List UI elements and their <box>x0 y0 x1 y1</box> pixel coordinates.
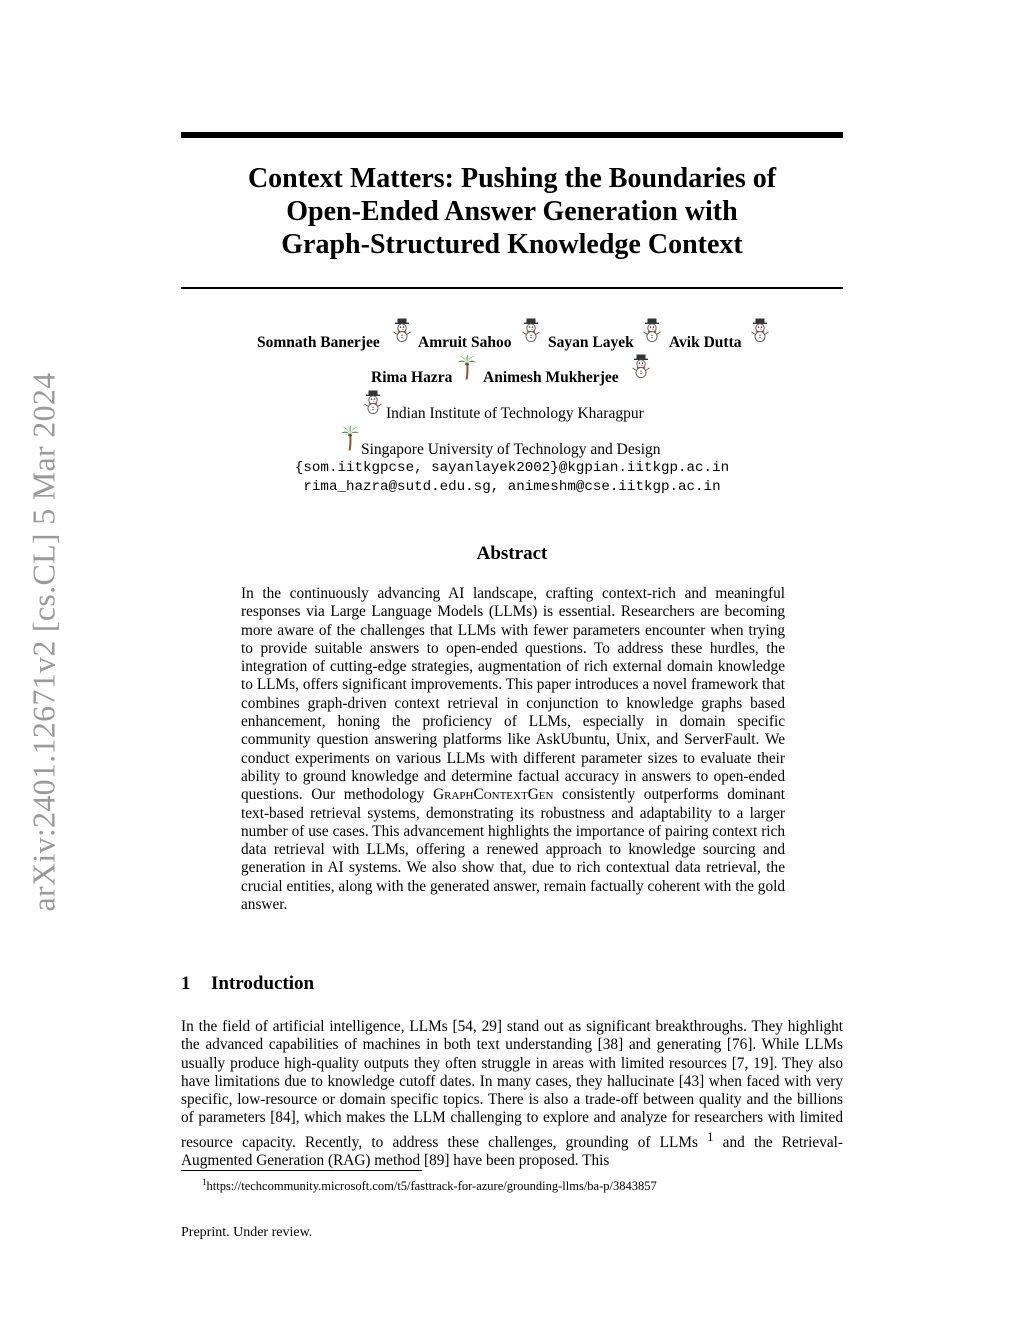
author-name: Sayan Layek <box>548 334 634 351</box>
preprint-notice: Preprint. Under review. <box>181 1225 313 1240</box>
section-heading <box>181 973 314 995</box>
palm-tree-icon <box>457 354 477 380</box>
abstract-text: consistently outperforms dominant text-based retrieval systems, demonstrating its robustness and adaptability to a larger number of use cases. This advancement highlights the importance of pairing context rich data retrieval with LLMs, offering a renewed approach to knowledge sourcing and generation in AI systems. We also show that, due to rich contextual data retrieval, the crucial entities, along with the generated answer, remain factually coherent with the gold answer. <box>241 786 785 914</box>
snowman-icon <box>631 354 651 378</box>
title-line: Open-Ended Answer Generation with <box>286 196 738 227</box>
footnote-mark: 1 <box>202 1177 207 1187</box>
section-number: 1 <box>181 973 191 994</box>
snowman-icon <box>363 390 383 414</box>
arxiv-side-identifier <box>0 0 70 1325</box>
snowman-icon <box>392 318 412 342</box>
intro-text: In the field of artificial intelligence, LLMs [54, 29] stand out as significant breakthroughs. They highlight the advanced capabilities of machines in both text understanding [38] and generating [76]. While LLMs usually produce high-quality outputs they often struggle in areas with limited resources [7, 19]. They also have limitations due to knowledge cutoff dates. In many cases, they hallucinate [43] when faced with very specific, low-resource or domain specific topics. There is also a trade-off between quality and the billions of parameters [84], which makes the LLM challenging to explore and analyze for researchers with limited resource capacity. Recently, to address these challenges, grounding of LLMs <box>181 1018 843 1151</box>
author-name: Somnath Banerjee <box>257 334 380 351</box>
snowman-icon <box>642 318 662 342</box>
email-line: rima_hazra@sutd.edu.sg, animeshm@cse.iitkgp.ac.in <box>303 479 721 495</box>
author-name: Avik Dutta <box>669 334 742 351</box>
affiliation-iit-kharagpur: Indian Institute of Technology Kharagpur <box>386 405 644 422</box>
title-top-rule <box>181 132 843 138</box>
intro-text: and the Retrieval-Augmented Generation (RAG) method [89] have been proposed. This <box>181 1133 843 1170</box>
author-name: Animesh Mukherjee <box>483 369 619 386</box>
snowman-icon <box>750 318 770 342</box>
footnote-rule <box>181 1170 422 1171</box>
title-line: Context Matters: Pushing the Boundaries of <box>247 163 777 194</box>
method-name: GraphContextGen <box>433 786 554 804</box>
snowman-icon <box>521 318 541 342</box>
intro-body <box>181 1018 843 1170</box>
title-line: Graph-Structured Knowledge Context <box>281 229 743 260</box>
footnote <box>202 1177 657 1194</box>
abstract-text: In the continuously advancing AI landscape, crafting context-rich and meaningful responses via Large Language Models (LLMs) is essential. Researchers are becoming more aware of the challenges that LLMs with fewer parameters encounter when trying to provide suitable answers to open-ended questions. To address these hurdles, the integration of cutting-edge strategies, augmentation of rich external domain knowledge to LLMs, offers significant improvements. This paper introduces a novel framework that combines graph-driven context retrieval in conjunction to knowledge graphs based enhancement, honing the proficiency of LLMs, especially in domain specific community question answering platforms like AskUbuntu, Unix, and ServerFault. We conduct experiments on various LLMs with different parameter sizes to evaluate their ability to ground knowledge and determine factual accuracy in answers to open-ended questions. Our methodology <box>241 585 785 804</box>
affiliation-sutd: Singapore University of Technology and Design <box>361 441 661 458</box>
paper-title <box>181 162 843 261</box>
footnote-url: https://techcommunity.microsoft.com/t5/fasttrack-for-azure/grounding-llms/ba-p/3843857 <box>206 1179 657 1194</box>
footnote-marker: 1 <box>707 1129 714 1144</box>
email-line: {som.iitkgpcse, sayanlayek2002}@kgpian.iitkgp.ac.in <box>294 460 730 476</box>
author-name: Amruit Sahoo <box>418 334 512 351</box>
abstract-body <box>241 585 785 914</box>
abstract-heading: Abstract <box>476 543 548 564</box>
section-title: Introduction <box>211 973 315 994</box>
author-name: Rima Hazra <box>371 369 453 386</box>
palm-tree-icon <box>340 425 360 451</box>
arxiv-id-text: arXiv:2401.12671v2 [cs.CL] 5 Mar 2024 <box>25 372 62 912</box>
title-bottom-rule <box>181 287 843 289</box>
